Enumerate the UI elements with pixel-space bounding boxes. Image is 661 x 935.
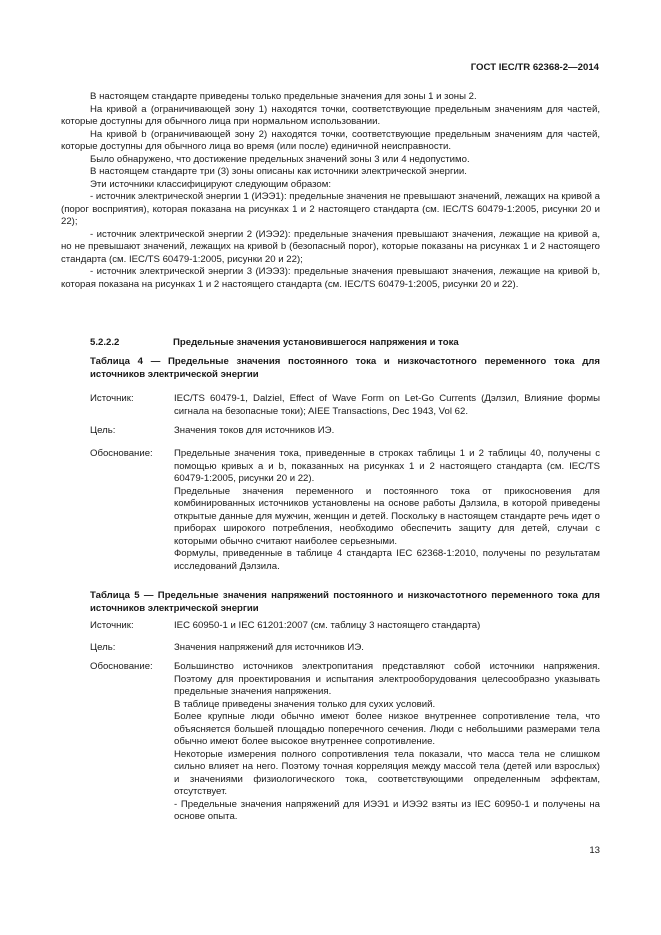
justification-value [174,661,600,824]
justification-paragraph: Большинство источников электропитания представляют собой источники напряжения. Поэтому для проектирования и испытания электрооборудования целесообразно указывать предельные значения напряжения. [174,661,600,697]
source-value: IEC/TS 60479-1, Dalziel, Effect of Wave Form on Let-Go Currents (Дэлзил, Влияние формы сигнала на безопасные токи); AIEE Transactions, Dec 1943, Vol 62. [174,393,600,417]
paragraph: Было обнаружено, что достижение предельных значений зоны 3 или 4 недопустимо. [90,153,470,165]
justification-paragraph: Предельные значения переменного и постоянного тока от прикосновения для комбинированных источников установлены на основе работы Дэлзила, в которой приведены открытые данные для мужчин, женщин и детей. Поскольку в настоящем стандарте речь идет о приборах широкого потребления, необходимо обеспечить защиту для детей, случаи с которыми обычно считают наиболее серьезными. [174,485,600,547]
justification-paragraph: В таблице приведены значения только для сухих условий. [174,698,436,710]
justification-paragraph: - Предельные значения напряжений для ИЭЭ1 и ИЭЭ2 взяты из IEC 60950-1 и получены на основе опыта. [174,798,600,822]
section-number: 5.2.2.2 [90,337,120,348]
justification-paragraph: Более крупные люди обычно имеют более низкое внутреннее сопротивление тела, что объясняется большей площадью поперечного сечения. Люди с небольшими размерами тела обычно имеют более высокое внутреннее сопротивление. [174,711,600,747]
justification-paragraph: Некоторые измерения полного сопротивления тела показали, что масса тела не слишком сильно влияет на него. Поэтому точная корреляция между массой тела (детей или взрослых) и значениями физиологического тока, соответствующими определенным эффектам, отсутствует. [174,748,600,797]
list-item: - источник электрической энергии 2 (ИЭЭ2): предельные значения превышают значения, лежащие на кривой a, но не превышают значений, лежащих на кривой b (безопасный порог), которые показаны на рисунках 1 и 2 настоящего стандарта (см. IEC/TS 60479-1:2005, рисунки 20 и 22); [61,228,600,265]
section-title: Предельные значения установившегося напряжения и тока [173,337,459,348]
goal-label: Цель: [90,425,116,436]
list-item: - источник электрической энергии 1 (ИЭЭ1): предельные значения не превышают значений, лежащих на кривой a (порог восприятия), которая показана на рисунках 1 и 2 настоящего стандарта (см. IEC/TS 60479-1:2005, рисунки 20 и 22); [61,191,600,227]
justification-value [174,448,600,573]
page-number: 13 [589,845,600,856]
paragraph: На кривой b (ограничивающей зону 2) находятся точки, соответствующие предельным значениям для частей, которые доступны для обычного лица во время (или после) единичной неисправности. [61,128,600,152]
goal-value: Значения токов для источников ИЭ. [174,425,335,436]
list-item: - источник электрической энергии 3 (ИЭЭ3): предельные значения превышают значения, лежащие на кривой b, которая показана на рисунках 1 и 2 настоящего стандарта (см. IEC/TS 60479-1:2005, рисунки 20 и 22). [61,266,600,290]
paragraph: В настоящем стандарте приведены только предельные значения для зоны 1 и зоны 2. [90,91,477,102]
table5-title: Таблица 5 — Предельные значения напряжений постоянного и низкочастотного переменного тока для источников электрической энергии [90,590,600,614]
justification-paragraph: Предельные значения тока, приведенные в строках таблицы 1 и 2 таблицы 40, получены с помощью кривых a и b, показанных на рисунках 1 и 2 настоящего стандарта (см. IEC/TS 60479-1:2005, рисунки 20 и 22). [174,448,600,484]
source-label: Источник: [90,620,134,631]
paragraph: В настоящем стандарте три (3) зоны описаны как источники электрической энергии. [90,166,467,177]
table4-title: Таблица 4 — Предельные значения постоянного тока и низкочастотного переменного тока для источников электрической энергии [90,356,600,380]
justification-paragraph: Формулы, приведенные в таблице 4 стандарта IEC 62368-1:2010, получены по результатам исследований Дэлзила. [174,548,600,572]
paragraph: На кривой a (ограничивающей зону 1) находятся точки, соответствующие предельным значениям для частей, которые доступны для обычного лица при нормальном использовании. [61,103,600,127]
section-heading [90,337,459,348]
source-value: IEC 60950-1 и IEC 61201:2007 (см. таблицу 3 настоящего стандарта) [174,620,481,631]
goal-label: Цель: [90,642,116,653]
goal-value: Значения напряжений для источников ИЭ. [174,642,364,653]
source-label: Источник: [90,393,134,404]
intro-text [61,91,600,291]
justification-label: Обоснование: [90,661,153,672]
paragraph: Эти источники классифицируют следующим образом: [90,178,332,190]
standard-code-header: ГОСТ IEC/TR 62368-2—2014 [470,62,599,73]
justification-label: Обоснование: [90,448,153,459]
